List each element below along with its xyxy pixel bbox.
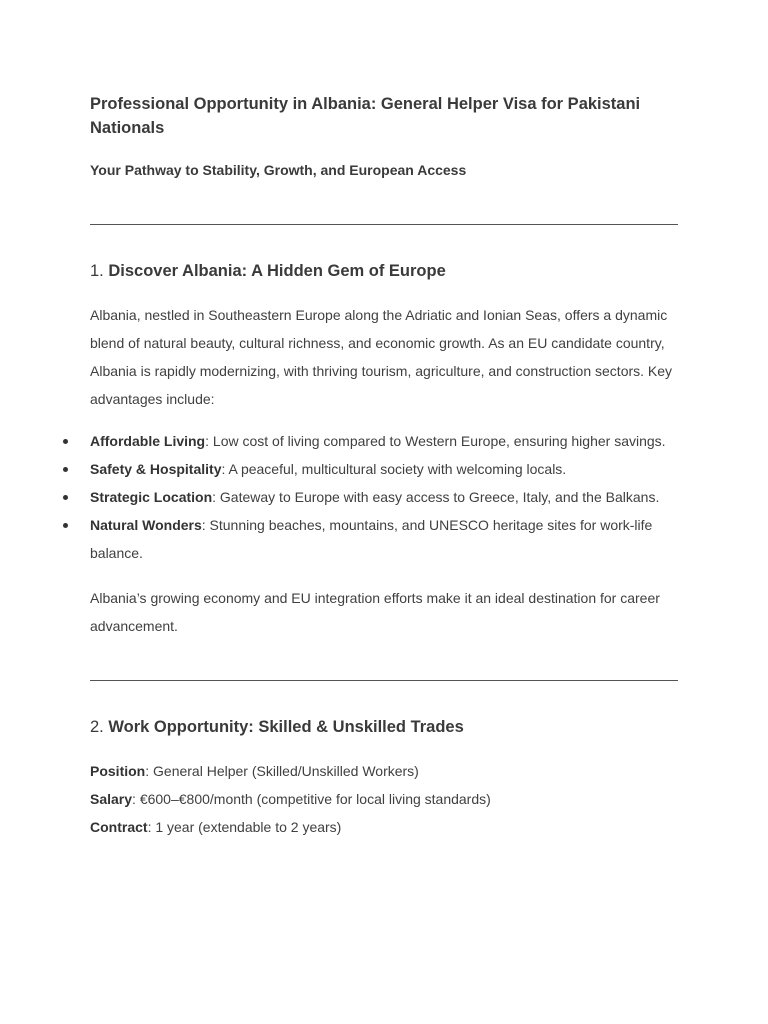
advantage-text: : Gateway to Europe with easy access to Greece, Italy, and the Balkans. [212,489,660,505]
section-number: 2. [90,718,104,736]
job-details [90,757,678,841]
document-subtitle: Your Pathway to Stability, Growth, and European Access [90,162,467,178]
section-closing-paragraph: Albania’s growing economy and EU integration efforts make it an ideal destination for career advancement. [90,590,660,634]
advantage-text: : A peaceful, multicultural society with welcoming locals. [221,461,567,477]
advantage-label: Affordable Living [90,433,206,449]
job-detail-position [90,757,678,785]
job-detail-contract [90,813,678,841]
list-item [63,427,678,455]
section-heading-work-opportunity [90,715,678,739]
section-heading-discover-albania [90,259,678,283]
advantage-label: Natural Wonders [90,517,202,533]
section-title: Work Opportunity: Skilled & Unskilled Trades [108,718,464,736]
document-page [90,92,678,841]
advantage-text: : Low cost of living compared to Western Europe, ensuring higher savings. [205,433,666,449]
field-label: Salary [90,791,133,807]
advantage-label: Safety & Hospitality [90,461,222,477]
document-title: Professional Opportunity in Albania: General Helper Visa for Pakistani Nationals [90,95,641,137]
section-divider [90,680,678,681]
field-value: : €600–€800/month (competitive for local living standards) [132,791,491,807]
list-item [63,511,678,567]
section-divider [90,224,678,225]
field-label: Position [90,763,146,779]
bullet-icon [63,467,68,472]
list-item [63,455,678,483]
section-number: 1. [90,262,104,280]
job-detail-salary [90,785,678,813]
field-value: : 1 year (extendable to 2 years) [147,819,342,835]
bullet-icon [63,523,68,528]
section-title: Discover Albania: A Hidden Gem of Europe [108,262,446,280]
list-item [63,483,678,511]
advantage-label: Strategic Location [90,489,213,505]
field-value: : General Helper (Skilled/Unskilled Workers) [145,763,419,779]
advantages-list [63,427,678,567]
advantage-text: : Stunning beaches, mountains, and UNESCO heritage sites for work-life balance. [90,517,653,561]
section-intro-paragraph: Albania, nestled in Southeastern Europe along the Adriatic and Ionian Seas, offers a dynamic blend of natural beauty, cultural richness, and economic growth. As an EU candidate country, Albania is rapidly modernizing, with thriving tourism, agriculture, and construction sectors. Key advantages include: [90,307,673,407]
bullet-icon [63,495,68,500]
field-label: Contract [90,819,148,835]
bullet-icon [63,439,68,444]
